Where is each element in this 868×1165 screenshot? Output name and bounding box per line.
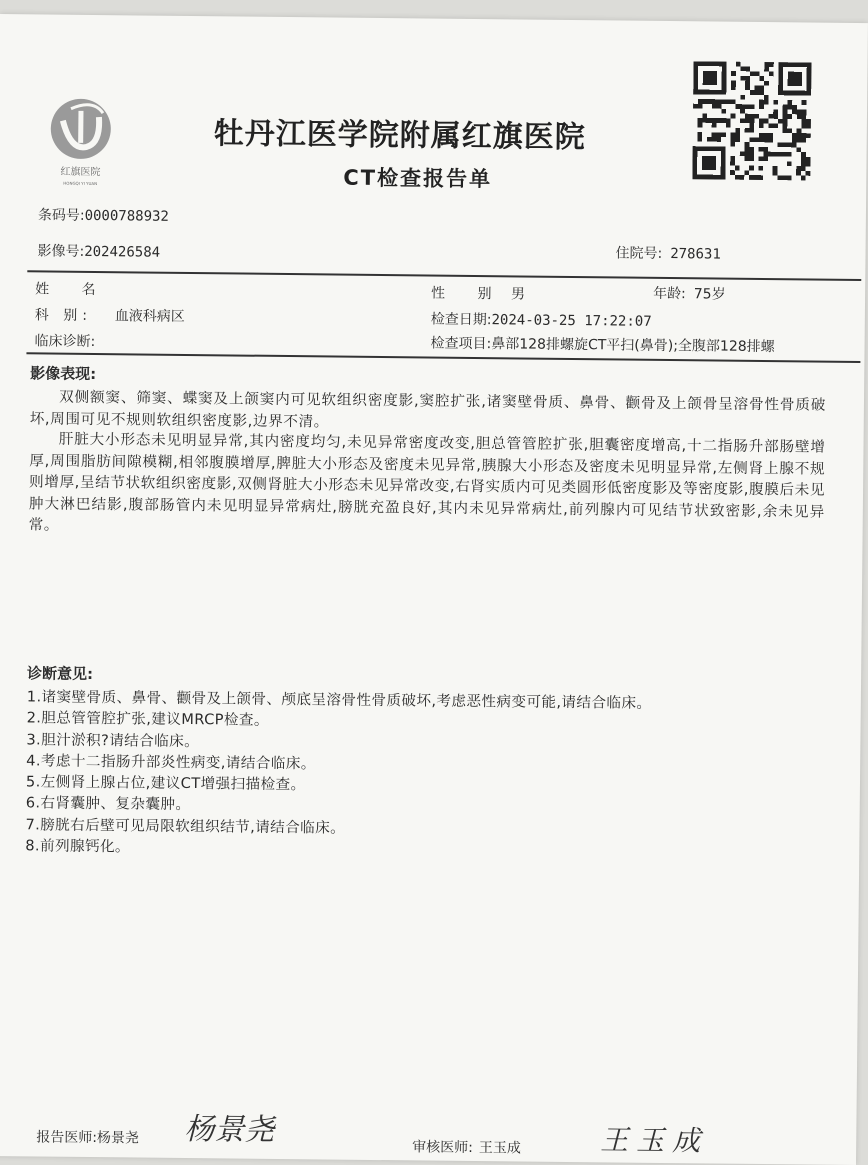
findings-paragraph-1: 双侧额窦、筛窦、蝶窦及上颌窦内可见软组织密度影,窦腔扩张,诸窦壁骨质、鼻骨、颧骨及上颌骨呈溶骨性骨质破坏,周围可见不规则软组织密度影,边界不清。 xyxy=(30,386,826,437)
age-value: 75岁 xyxy=(694,286,726,302)
image-number-label: 影像号: xyxy=(37,243,84,259)
reporter-signature: 杨景尧 xyxy=(184,1104,274,1149)
qr-code[interactable] xyxy=(692,61,811,180)
clinical-diagnosis-label: 临床诊断: xyxy=(34,333,95,350)
diagnosis-item: 2.胆总管管腔扩张,建议MRCP检查。 xyxy=(27,708,652,736)
diagnosis-item: 7.膀胱右后壁可见局限软组织结节,请结合临床。 xyxy=(25,814,650,842)
exam-item-label: 检查项目: xyxy=(430,336,491,353)
logo-subtext: HONGQI YI YUAN xyxy=(63,181,97,186)
reviewer-label: 审核医师: xyxy=(412,1139,473,1156)
diagnosis-item: 8.前列腺钙化。 xyxy=(25,835,650,863)
inpatient-number-label: 住院号: xyxy=(615,245,662,261)
inpatient-number-value: 278631 xyxy=(670,246,721,263)
hospital-name: 牡丹江医学院附属红旗医院 xyxy=(214,108,644,157)
dept-value: 血液科病区 xyxy=(115,305,185,326)
diagnosis-item: 1.诸窦壁骨质、鼻骨、颧骨及上颌骨、颅底呈溶骨性骨质破坏,考虑恶性病变可能,请结合临床。 xyxy=(27,686,652,714)
report-paper xyxy=(0,14,868,1165)
top-divider xyxy=(27,270,861,281)
diagnosis-item: 5.左侧肾上腺占位,建议CT增强扫描检查。 xyxy=(26,772,651,800)
dept-label: 科 别: xyxy=(35,304,92,325)
exam-date-field xyxy=(431,309,652,331)
reviewer-name: 王玉成 xyxy=(479,1140,521,1156)
image-number-value: 202426584 xyxy=(84,244,160,261)
diagnosis-list xyxy=(25,686,651,863)
sex-value: 男 xyxy=(511,283,525,303)
diagnosis-title: 诊断意见: xyxy=(27,662,93,684)
image-number-field xyxy=(37,240,160,261)
diagnosis-item: 3.胆汁淤积?请结合临床。 xyxy=(26,729,651,757)
findings-paragraph-2: 肝脏大小形态未见明显异常,其内密度均匀,未见异常密度改变,胆总管管腔扩张,胆囊密度增高,十二指肠升部肠壁增厚,周围脂肪间隙模糊,相邻腹膜增厚,脾脏大小形态及密度未见异常,胰腺大小形态及密度未见明显异常,左侧肾上腺不规则增厚,呈结节状软组织密度影,双侧肾脏大小形态未见异常改变,右肾实质内可见类圆形低密度影及等密度影,腹膜后未见肿大淋巴结影,腹部肠管内未见明显异常病灶,膀胱充盈良好,其内未见异常病灶,前列腺内可见结节状致密影,余未见异常。 xyxy=(29,428,826,544)
inpatient-number-field xyxy=(615,242,721,263)
barcode-label: 条码号: xyxy=(38,207,85,223)
logo-text: 红旗医院 xyxy=(60,165,100,178)
diagnosis-item: 4.考虑十二指肠升部炎性病变,请结合临床。 xyxy=(26,750,651,778)
reviewer-field xyxy=(412,1136,521,1157)
reporter-name: 杨景尧 xyxy=(97,1130,139,1146)
hospital-logo xyxy=(40,90,121,187)
reviewer-signature: 王玉成 xyxy=(600,1118,708,1159)
exam-item-value: 鼻部128排螺旋CT平扫(鼻骨);全腹部128排螺 xyxy=(491,336,775,355)
barcode-field xyxy=(38,204,169,225)
age-field xyxy=(653,283,726,304)
exam-date-label: 检查日期: xyxy=(431,312,492,329)
age-label: 年龄: xyxy=(653,286,686,302)
barcode-value: 0000788932 xyxy=(85,208,169,225)
reporter-field xyxy=(36,1126,139,1147)
reporter-label: 报告医师: xyxy=(36,1129,97,1146)
exam-item-field xyxy=(430,333,774,357)
findings-title: 影像表现: xyxy=(30,362,96,384)
name-label: 姓 名 xyxy=(35,278,110,299)
diagnosis-item: 6.右肾囊肿、复杂囊肿。 xyxy=(26,793,651,821)
sex-label: 性 别 xyxy=(431,283,506,304)
report-title: CT检查报告单 xyxy=(343,162,492,194)
clinical-diagnosis-field xyxy=(34,330,95,351)
exam-date-value: 2024-03-25 17:22:07 xyxy=(491,312,651,330)
